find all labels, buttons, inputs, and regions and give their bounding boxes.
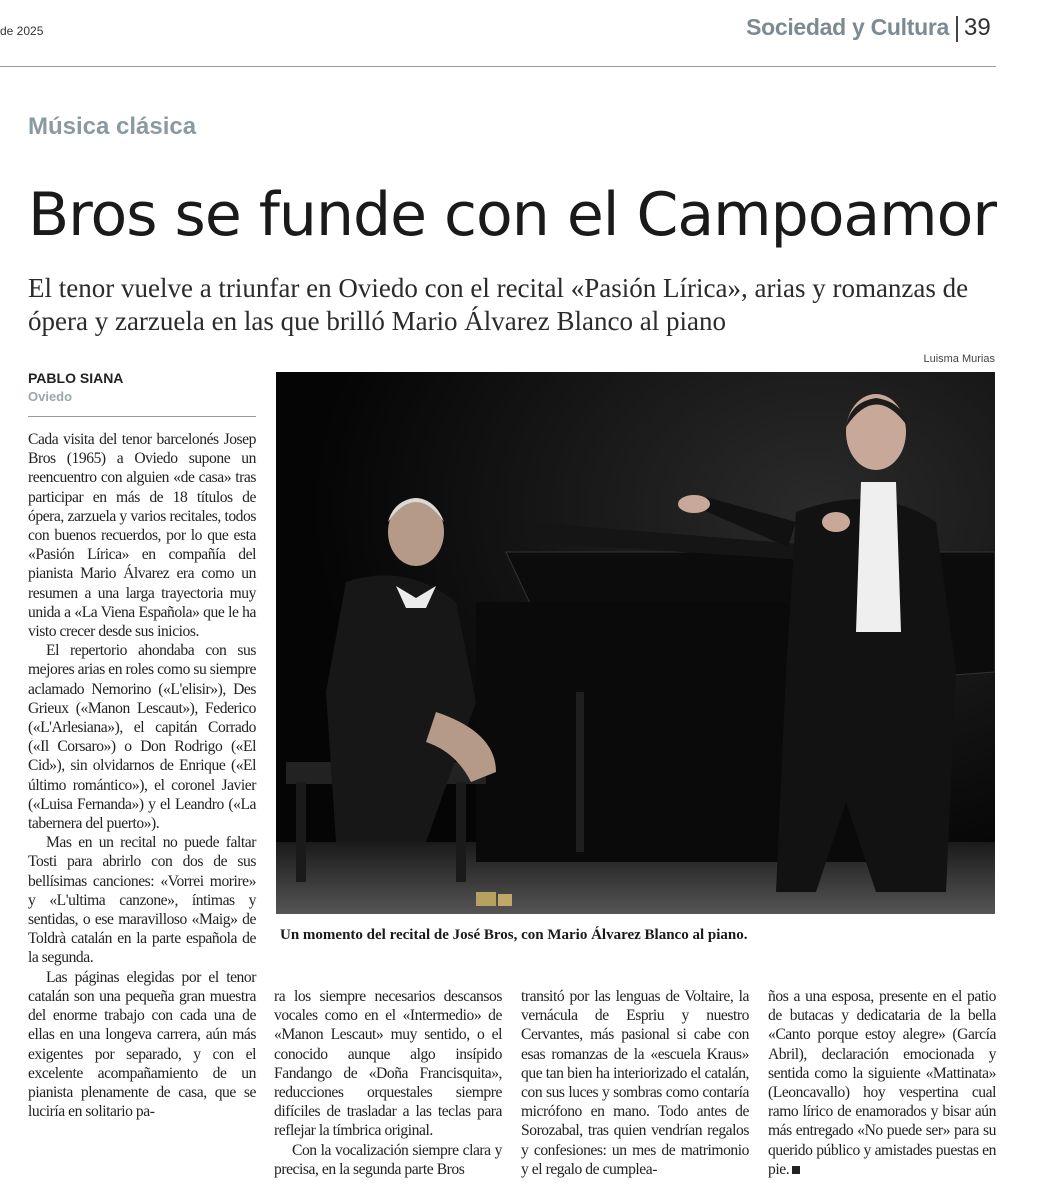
paragraph <box>768 987 996 1179</box>
article-column-1 <box>28 430 256 1121</box>
byline-rule <box>28 416 256 417</box>
paragraph: Con la vocalización siempre clara y precisa, en la segunda parte Bros <box>274 1141 502 1178</box>
issue-date-fragment: de 2025 <box>0 24 44 38</box>
photo-caption: Un momento del recital de José Bros, con Mario Álvarez Blanco al piano. <box>280 927 748 943</box>
paragraph: transitó por las lenguas de Voltaire, la vernácula de Espriu y nuestro Cervantes, más pasional si cabe con esas romanzas de la «escuela Kraus» que tan bien ha interiorizado el catalán, con sus luces y sombras como contaría micrófono en mano. Todo antes de Sorozabal, tras quien vendrían regalos y confesiones: un mes de matrimonio y el regalo de cumplea- <box>521 988 749 1178</box>
header-separator <box>956 16 958 42</box>
header-rule <box>0 66 996 67</box>
end-mark-icon <box>792 1166 800 1174</box>
paragraph: Las páginas elegidas por el tenor catalán son una pequeña gran muestra del enorme trabajo con cada una de ellas en una longeva carrera, aún más exigentes por separado, y con el excelente acompañamiento de un pianista plenamente de casa, que se luciría en solitario pa- <box>28 968 256 1121</box>
article-column-3 <box>521 987 749 1179</box>
paragraph: Mas en un recital no puede faltar Tosti para abrirlo con dos de sus bellísimas canciones: «Vorrei morire» y «L'ultima canzone», íntimas y sentidas, o ese maravilloso «Maig» de Toldrà catalán en la parte española de la segunda. <box>28 834 256 967</box>
concert-photo <box>276 372 995 914</box>
paragraph: ra los siempre necesarios descansos vocales como en el «Intermedio» de «Manon Lescaut» muy sentido, o el conocido aunque algo insípido Fandango de «Doña Francisquita», reducciones orquestales siempre difíciles de trasladar a las teclas para reflejar la tímbrica original. <box>274 988 502 1140</box>
paragraph: Cada visita del tenor barcelonés Josep Bros (1965) a Oviedo supone un reencuentro con alguien «de casa» tras participar en más de 18 títulos de ópera, zarzuela y varios recitales, todos con buenos recuerdos, por lo que esta «Pasión Lírica» en compañía del pianista Mario Álvarez era como un resumen a una larga trayectoria muy unida a «La Viena Española» que le ha visto crecer desde sus inicios. <box>28 431 256 641</box>
paragraph: El repertorio ahondaba con sus mejores arias en roles como su siempre aclamado Nemorino («L'elisir»), Des Grieux («Manon Lescaut»), Federico («L'Arlesiana»), el capitán Corrado («Il Corsaro») o Don Rodrigo («El Cid»), sin olvidarnos de Enrique («El último romántico»), el coronel Javier («Luisa Fernanda») y el Leandro («La tabernera del puerto»). <box>28 642 256 833</box>
article-column-4 <box>768 987 996 1179</box>
paragraph-text: ños a una esposa, presente en el patio de butacas y dedicataria de la bella «Canto porque estoy alegre» (García Abril), declaración emocionada y sentida como la siguiente «Mattinata» (Leoncavallo) hoy vespertina cual ramo lírico de enamorados y bisar aún más entregado «No puede ser» para su querido público y amistades puestas en pie. <box>768 988 996 1178</box>
author-byline: PABLO SIANA <box>28 370 124 386</box>
concert-photo-illustration <box>276 372 995 914</box>
article-headline: Bros se funde con el Campoamor <box>28 180 996 250</box>
page-number: 39 <box>964 14 991 41</box>
section-name: Sociedad y Cultura <box>746 14 949 40</box>
photo-credit: Luisma Murias <box>923 353 995 365</box>
article-column-2 <box>274 987 502 1179</box>
article-kicker: Música clásica <box>28 113 197 140</box>
article-subhead: El tenor vuelve a triunfar en Oviedo con el recital «Pasión Lírica», arias y romanzas de ópera y zarzuela en las que brilló Mario Álvarez Blanco al piano <box>28 273 969 336</box>
dateline-city: Oviedo <box>28 389 73 404</box>
